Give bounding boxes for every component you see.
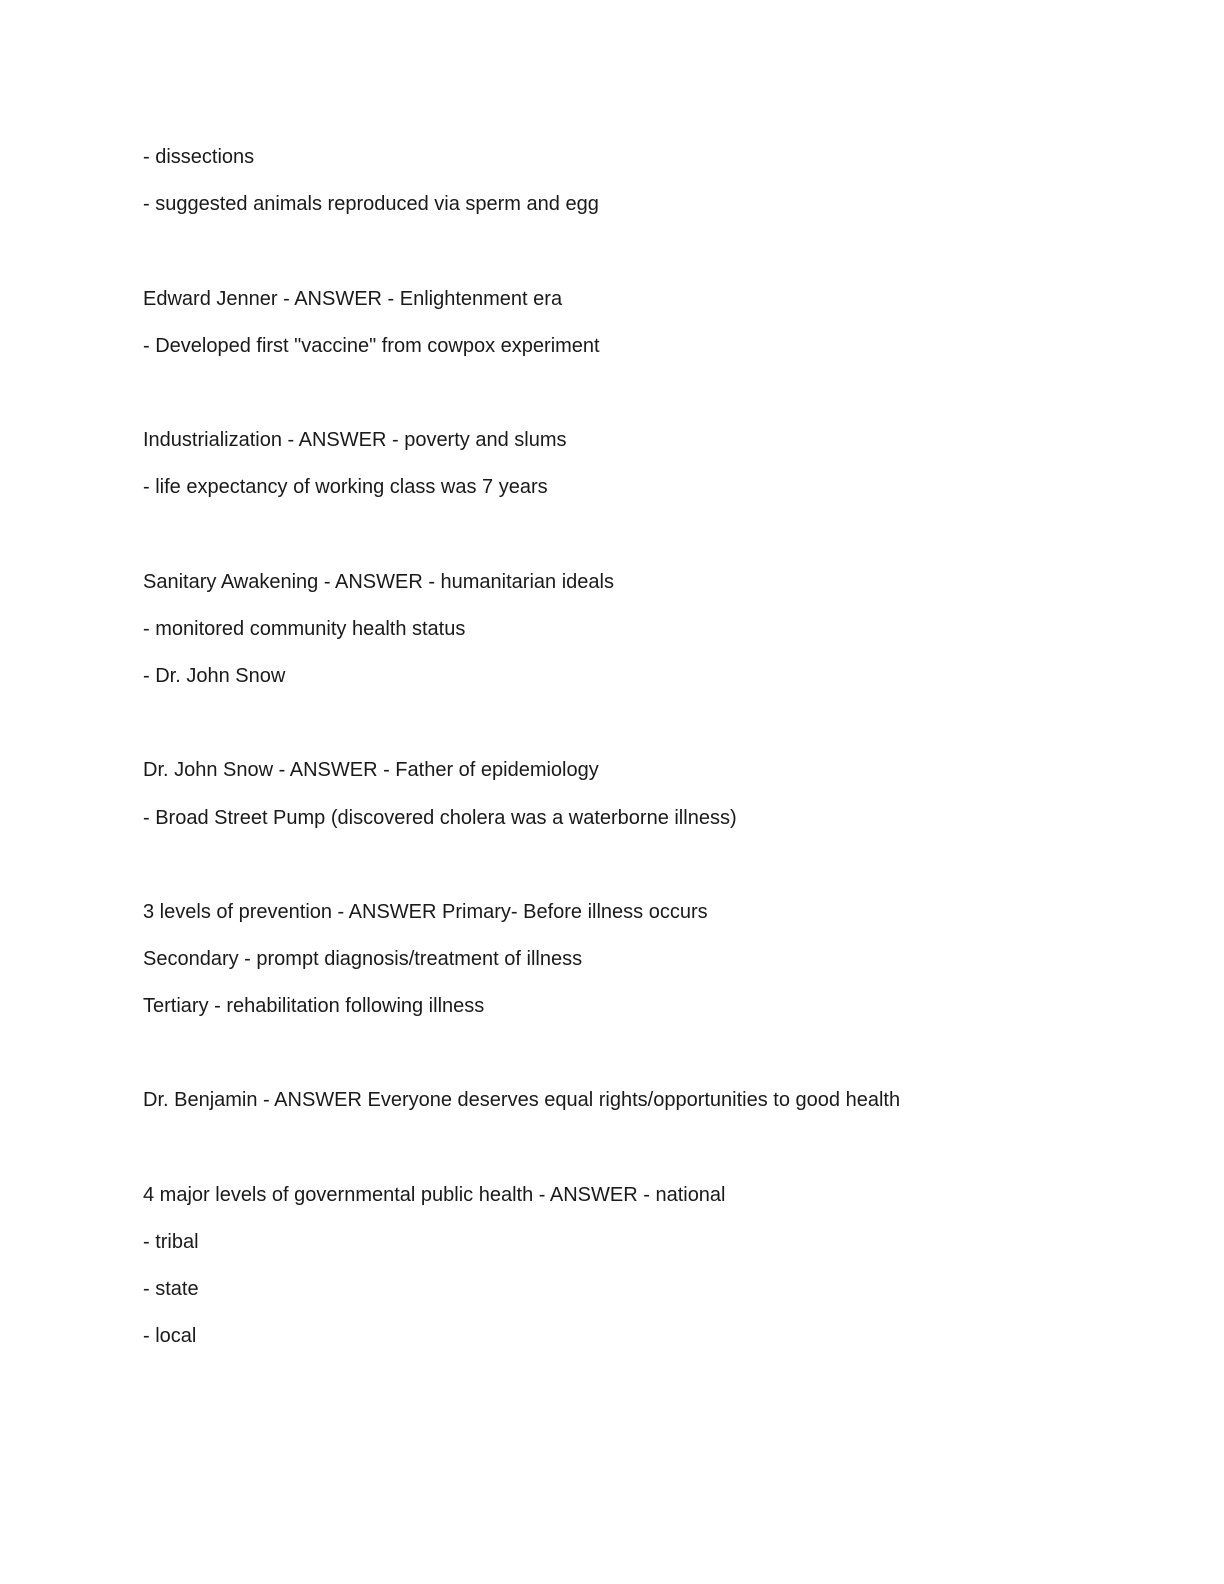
- text-line: - local: [143, 1325, 197, 1347]
- text-line: - tribal: [143, 1231, 199, 1253]
- text-line: 4 major levels of governmental public health - ANSWER - national: [143, 1184, 726, 1206]
- text-line: - Developed first "vaccine" from cowpox experiment: [143, 335, 600, 357]
- text-line: Dr. Benjamin - ANSWER Everyone deserves equal rights/opportunities to good health: [143, 1089, 901, 1111]
- text-line: Dr. John Snow - ANSWER - Father of epidemiology: [143, 759, 599, 781]
- text-line: Sanitary Awakening - ANSWER - humanitarian ideals: [143, 571, 614, 593]
- text-line: Secondary - prompt diagnosis/treatment of illness: [143, 948, 583, 970]
- text-line: - monitored community health status: [143, 618, 466, 640]
- text-line: - dissections: [143, 146, 255, 168]
- text-line: Edward Jenner - ANSWER - Enlightenment era: [143, 288, 563, 310]
- text-line: - suggested animals reproduced via sperm and egg: [143, 193, 599, 215]
- text-line: - Broad Street Pump (discovered cholera was a waterborne illness): [143, 807, 737, 829]
- text-line: - Dr. John Snow: [143, 665, 286, 687]
- text-line: - state: [143, 1278, 199, 1300]
- text-line: Tertiary - rehabilitation following illness: [143, 995, 485, 1017]
- text-line: 3 levels of prevention - ANSWER Primary- Before illness occurs: [143, 901, 708, 923]
- text-line: - life expectancy of working class was 7 years: [143, 476, 548, 498]
- text-line: Industrialization - ANSWER - poverty and slums: [143, 429, 567, 451]
